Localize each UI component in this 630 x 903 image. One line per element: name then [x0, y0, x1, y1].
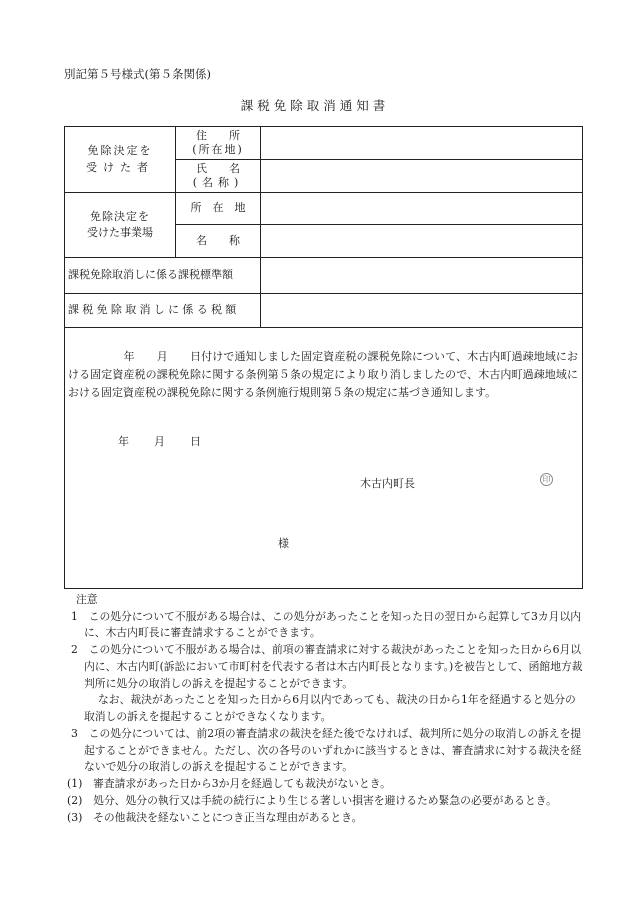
row-divider	[65, 327, 583, 328]
notification-body: 年 月 日付けで通知しました固定資産税の課税免除について、木古内町過疎地域における固定資産税の課税免除に関する条例第５条の規定により取り消しましたので、木古内町過疎地域における固定資産税の課税免除に関する条例施行規則第５条の規定に基づき通知します。	[68, 350, 578, 400]
note-sub-item: (1) 審査請求があった日から3か月を経過しても裁決がないとき。	[67, 777, 391, 791]
business-name-label: 名 称	[196, 233, 240, 247]
date-line: 年 月 日	[118, 435, 202, 448]
address-label-line2: (所在地)	[192, 143, 244, 156]
name-label-line1: 氏 名	[196, 161, 240, 175]
business-label-line2: 受けた事業場	[87, 226, 153, 239]
address-label	[176, 127, 260, 159]
address-value[interactable]	[261, 127, 583, 159]
recipient-label-line1: 免除決定を	[87, 144, 153, 157]
tax-base-value[interactable]	[261, 258, 583, 293]
business-name-value[interactable]	[261, 225, 583, 257]
tax-amount-label: 課税免除取消しに係る税額	[68, 303, 240, 317]
business-label-line1: 免除決定を	[90, 209, 150, 223]
recipient-label-line2: 受けた者	[86, 160, 154, 174]
note-item: 2 この処分について不服がある場合は、前項の審査請求に対する裁決があったことを知った日から6月以内に、木古内町(訴訟において市町村を代表する者は木古内町長となります。)を被告として、函館地方裁判所に処分の取消しの訴えを提起することができます。	[71, 643, 583, 690]
tax-amount-value[interactable]	[261, 294, 583, 327]
note-sub-item: (2) 処分、処分の執行又は手続の続行により生じる著しい損害を避けるため緊急の必要があるとき。	[67, 793, 557, 807]
note-item: なお、裁決があったことを知った日から6月以内であっても、裁決の日から1年を経過すると処分の取消しの訴えを提起することができなくなります。	[84, 693, 576, 724]
document-title: 課税免除取消通知書	[240, 98, 390, 113]
notes-heading: 注意	[76, 593, 98, 606]
location-label: 所 在 地	[190, 201, 246, 215]
issuer-name: 木古内町長	[360, 477, 415, 490]
note-sub-item: (3) その他裁決を経ないことにつき正当な理由があるとき。	[67, 810, 363, 824]
note-item: 3 この処分については、前2項の審査請求の裁決を経た後でなければ、裁判所に処分の取消しの訴えを提起することができません。ただし、次の各号のいずれかに該当するときは、審査請求に対する裁決を経ないで処分の取消しの訴えを提起することができます。	[71, 726, 582, 774]
name-label	[176, 160, 260, 192]
recipient-label	[65, 127, 175, 192]
form-reference: 別記第５号様式(第５条関係)	[64, 67, 211, 81]
addressee-suffix: 様	[278, 537, 289, 550]
name-value[interactable]	[261, 160, 583, 192]
note-item: 1 この処分について不服がある場合は、この処分があったことを知った日の翌日から起算して3カ月以内に、木古内町長に審査請求することができます。	[71, 609, 582, 640]
business-label	[65, 193, 175, 257]
location-value[interactable]	[261, 193, 583, 224]
notes-section	[64, 592, 584, 826]
tax-base-label: 課税免除取消しに係る課税標準額	[68, 268, 233, 282]
seal-mark-icon: 印	[540, 473, 553, 486]
address-label-line1: 住 所	[196, 128, 240, 142]
name-label-line2: (名称)	[192, 176, 244, 189]
